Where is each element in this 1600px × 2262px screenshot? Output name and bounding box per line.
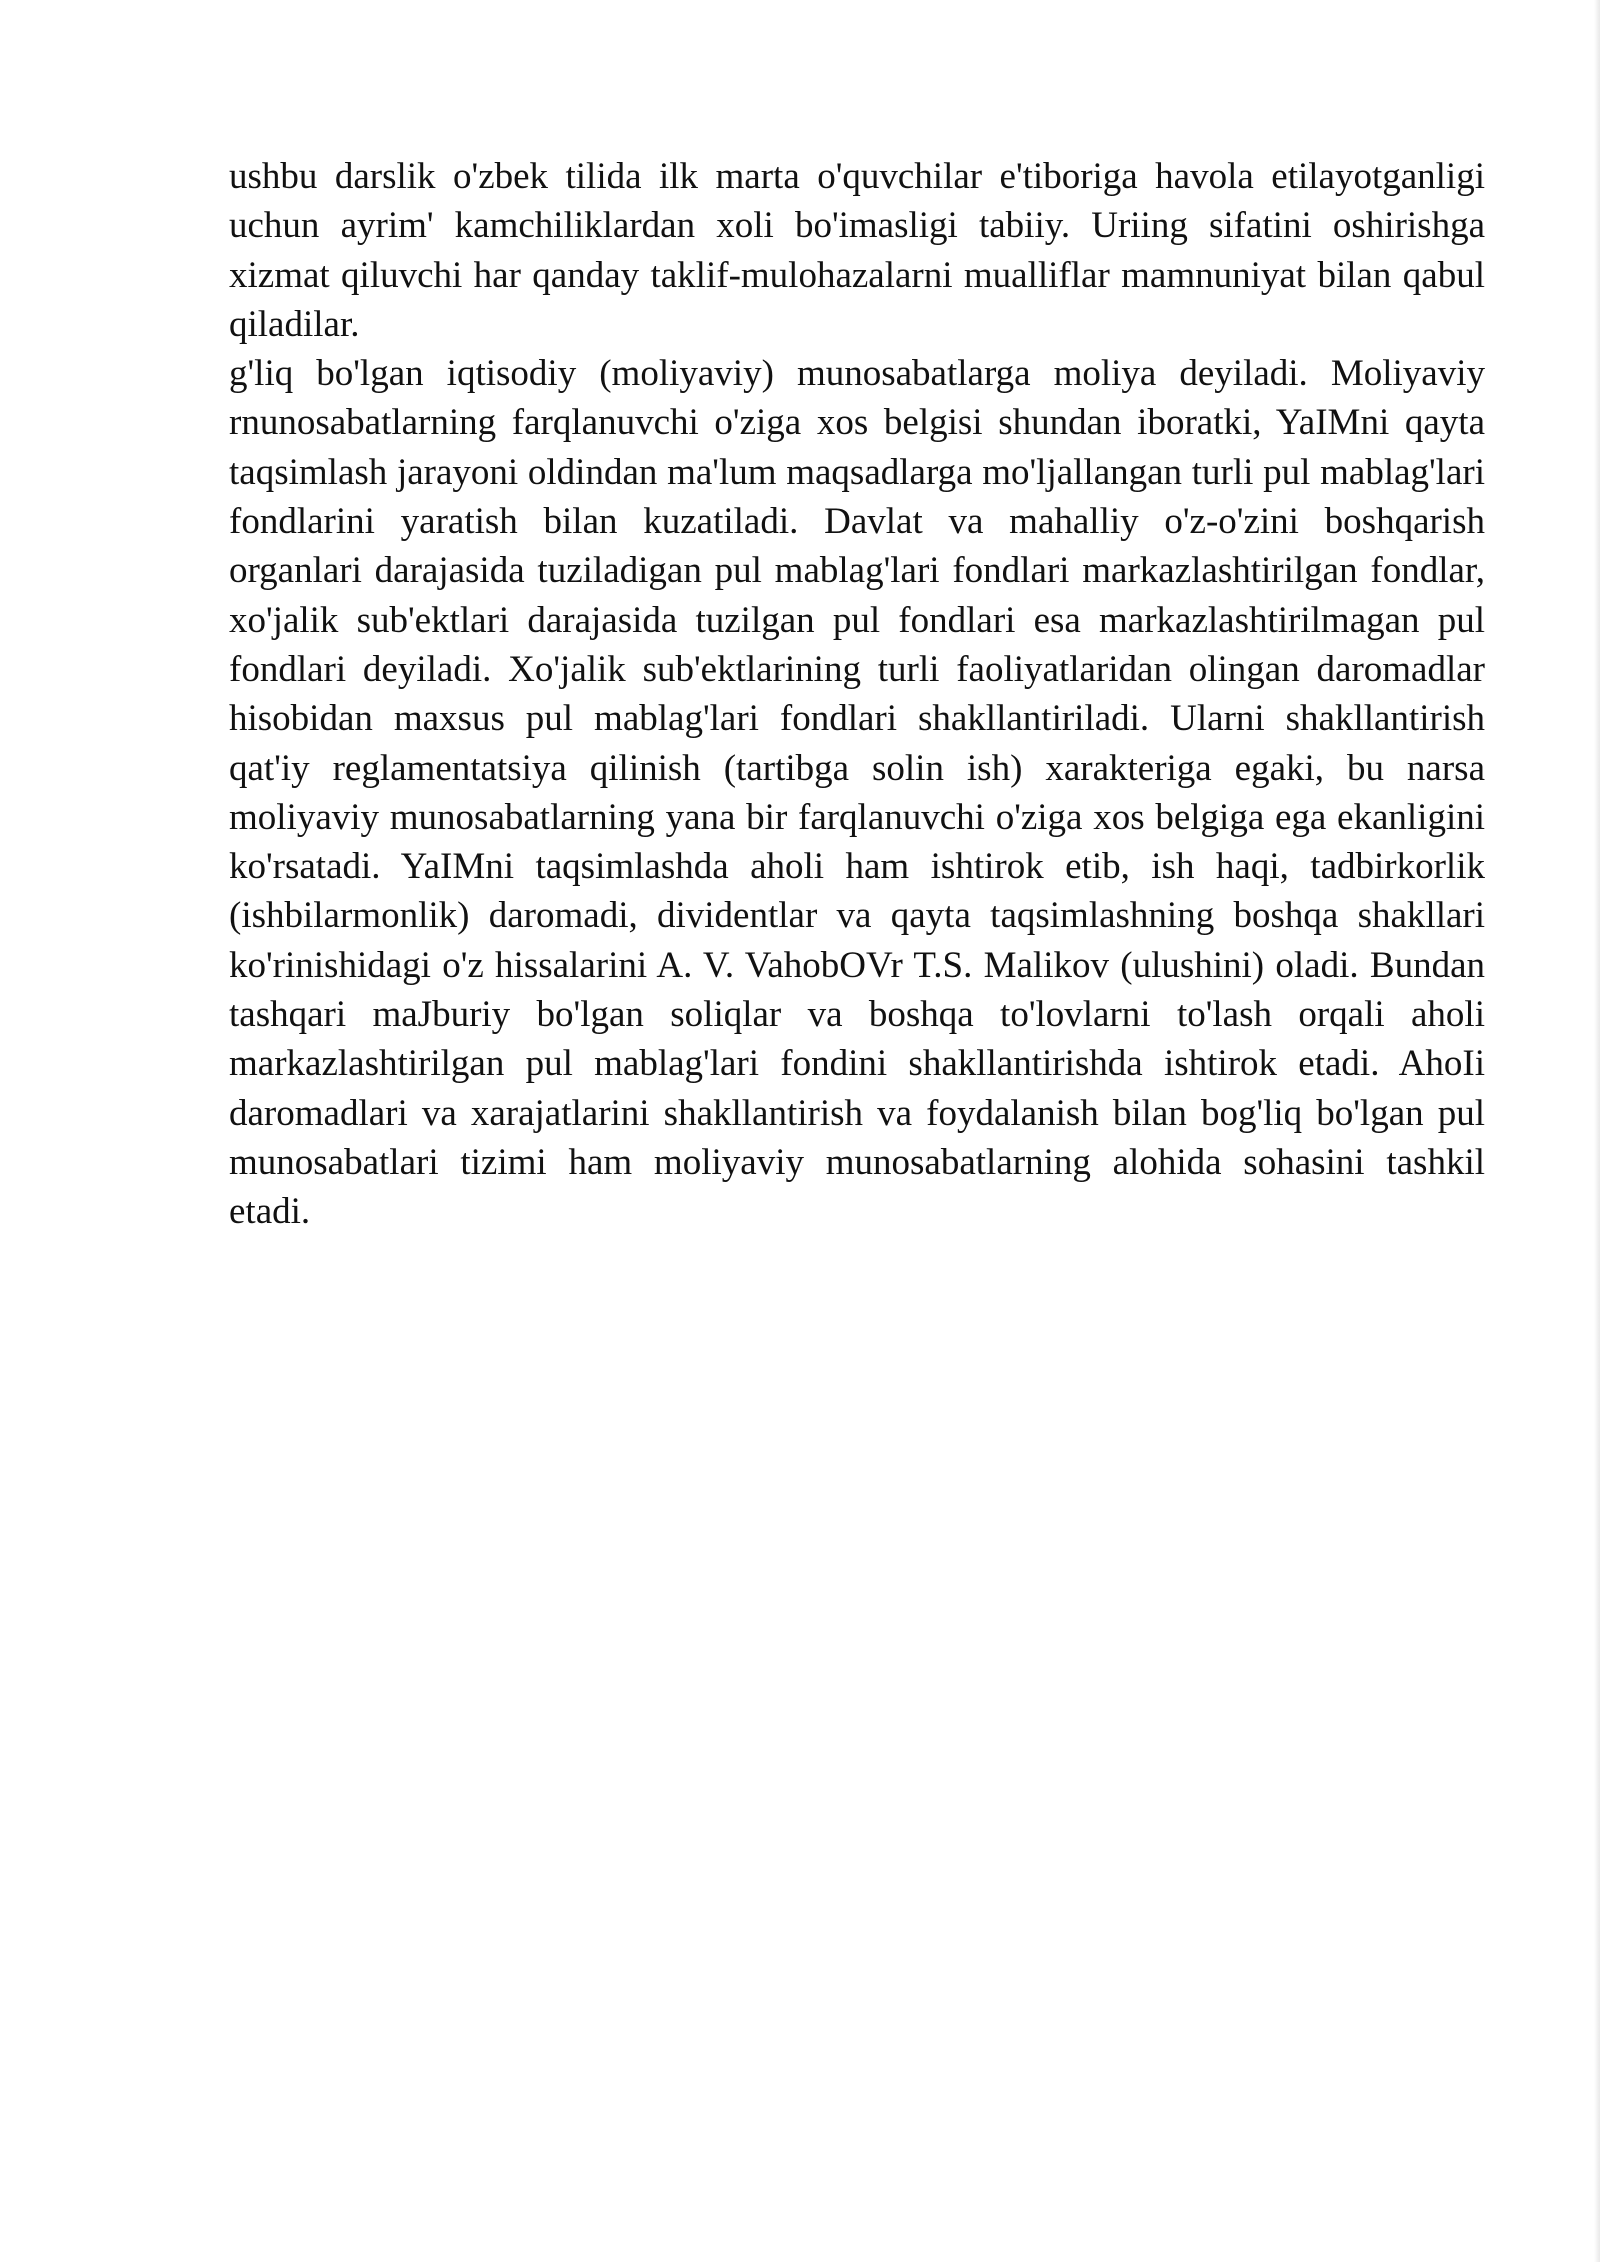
body-text [229,152,1485,1237]
paragraph-1: ushbu darslik o'zbek tilida ilk marta o'quvchilar e'tiboriga havola etilayotganligi uchun ayrim' kamchiliklardan xoli bo'imasligi tabiiy. Uriing sifatini oshirishga xizmat qiluvchi har qanday taklif-mulohazalarni mualliflar mamnuniyat bilan qabul qiladilar. [229,156,1485,345]
paragraph-2: g'liq bo'lgan iqtisodiy (moliyaviy) munosabatlarga moliya deyiladi. Moliyaviy rnunosabatlarning farqlanuvchi o'ziga xos belgisi shundan iboratki, YaIMni qayta taqsimlash jarayoni oldindan ma'lum maqsadlarga mo'ljallangan turli pul mablag'lari fondlarini yaratish bilan kuzatiladi. Davlat va mahalliy o'z-o'zini boshqarish organlari darajasida tuziladigan pul mablag'lari fondlari markazlashtirilgan fondlar, xo'jalik sub'ektlari darajasida tuzilgan pul fondlari esa markazlashtirilmagan pul fondlari deyiladi. Xo'jalik sub'ektlarining turli faoliyatlaridan olingan daromadlar hisobidan maxsus pul mablag'lari fondlari shakllantiriladi. Ularni shakllantirish qat'iy reglamentatsiya qilinish (tartibga solin ish) xarakteriga egaki, bu narsa moliyaviy munosabatlarning yana bir farqlanuvchi o'ziga xos belgiga ega ekanligini ko'rsatadi. YaIMni taqsimlashda aholi ham ishtirok etib, ish haqi, tadbirkorlik (ishbilarmonlik) daromadi, dividentlar va qayta taqsimlashning boshqa shakllari ko'rinishidagi o'z hissalarini A. V. VahobOVr T.S. Malikov (ulushini) oladi. Bundan tashqari maJburiy bo'lgan soliqlar va boshqa to'lovlarni to'lash orqali aholi markazlashtirilgan pul mablag'lari fondini shakllantirishda ishtirok etadi. AhoIi daromadlari va xarajatlarini shakllantirish va foydalanish bilan bog'liq bo'lgan pul munosabatlari tizimi ham moliyaviy munosabatlarning alohida sohasini tashkil etadi. [229,353,1485,1233]
page-edge-shadow [1594,0,1600,2262]
